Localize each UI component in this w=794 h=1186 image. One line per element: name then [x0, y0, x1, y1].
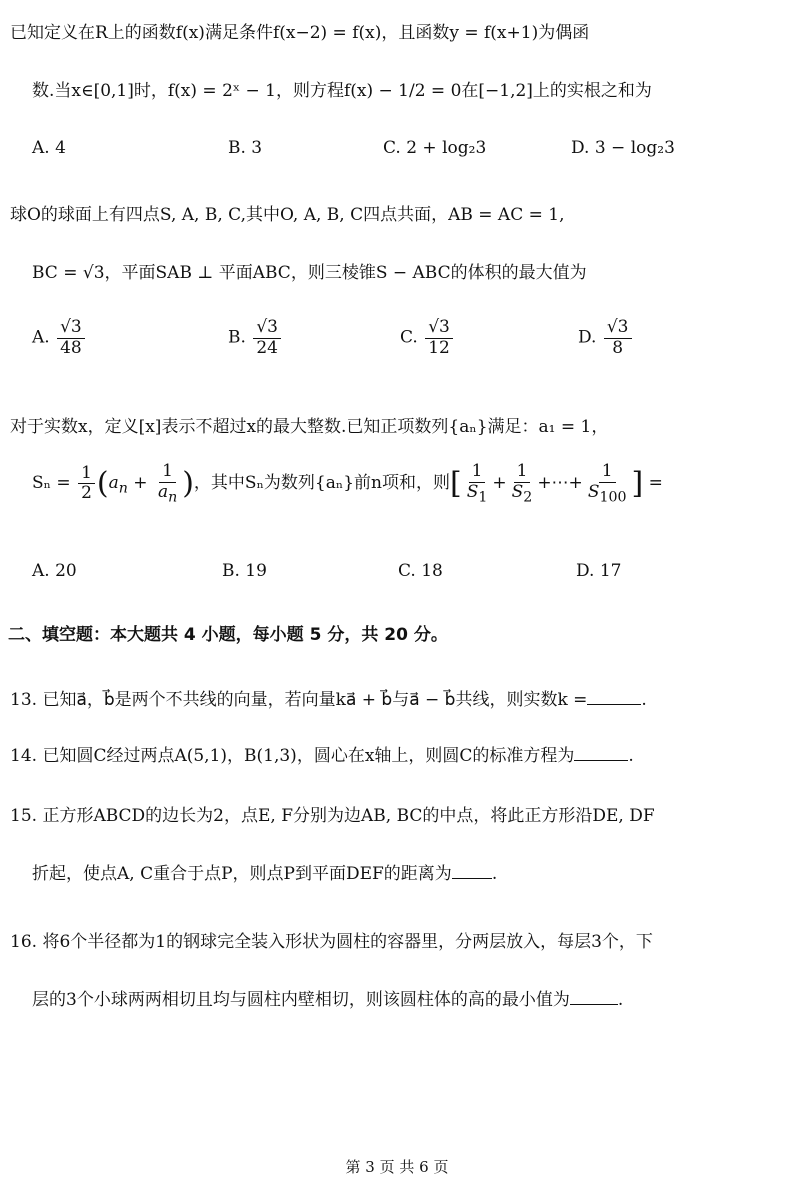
q16-answer-blank	[570, 990, 618, 1005]
q11-option-a-fraction	[57, 318, 85, 358]
q15-line1	[10, 801, 655, 826]
q13-answer-blank	[587, 690, 641, 705]
q12-frac-s1: $\frac{1}{S_1}$	[466, 461, 488, 505]
q15-answer-blank	[452, 864, 492, 879]
q12-text2-mid: ，其中Sₙ为数列{aₙ}前n项和，则	[193, 473, 450, 494]
q11-option-b-den: 24	[256, 337, 278, 358]
q11-text2: BC = √3，平面SAB ⊥ 平面ABC，则三棱锥S − ABC的体积的最大值为	[32, 263, 587, 283]
q11-option-b-fraction	[253, 318, 281, 358]
q14-line: 14. 已知圆C经过两点A(5,1)，B(1,3)，圆心在x轴上，则圆C的标准方程为 .	[10, 746, 634, 766]
q10-option-d: D. 3 − log₂3	[571, 138, 675, 158]
q12-option-d: D. 17	[576, 561, 622, 581]
q11-option-c-letter: C.	[400, 327, 418, 348]
q11-option-a	[32, 318, 87, 358]
q10-text1: 已知定义在R上的函数f(x)满足条件f(x−2) = f(x)，且函数y = f(x+1)为偶函	[10, 23, 590, 43]
q12-paren-left: (	[96, 466, 109, 502]
q13-line: 13. 已知a⃗，b⃗是两个不共线的向量，若向量ka⃗ + b⃗与a⃗ − b⃗共线，则实数k = .	[10, 690, 647, 710]
q11-option-d-den: 8	[612, 337, 624, 358]
q11-option-b-num: √3	[253, 318, 281, 339]
q10-option-a: A. 4	[32, 138, 66, 158]
q15-text1: 15. 正方形ABCD的边长为2，点E, F分别为边AB, BC的中点，将此正方形沿DE, DF	[10, 806, 655, 826]
q11-option-c-num: √3	[425, 318, 453, 339]
q11-option-a-den: 48	[60, 337, 82, 358]
q12-half-fraction: $\frac{1}{2}$	[78, 464, 95, 504]
q14-text: 14. 已知圆C经过两点A(5,1)，B(1,3)，圆心在x轴上，则圆C的标准方程为	[10, 746, 575, 766]
q16-line1	[10, 927, 653, 952]
q14-answer-blank	[574, 746, 628, 761]
q11-option-d-num: √3	[604, 318, 632, 339]
q12-frac-s2: $\frac{1}{S_2}$	[511, 461, 533, 505]
q12-bracket-left: [	[450, 466, 462, 502]
q12-inv-an-fraction: $\frac{1}{a_n}$	[157, 461, 178, 505]
q12-option-b: B. 19	[222, 561, 267, 581]
q16-text1: 16. 将6个半径都为1的钢球完全装入形状为圆柱的容器里，分两层放入，每层3个，下	[10, 932, 653, 952]
q12-paren-right: )	[182, 466, 194, 502]
q11-option-b	[228, 318, 283, 358]
q12-text1: 对于实数x，定义[x]表示不超过x的最大整数.已知正项数列{aₙ}满足：a₁ = 1，	[10, 417, 609, 437]
q11-option-d	[578, 318, 634, 358]
q11-option-c-fraction	[425, 318, 453, 358]
q10-option-b: B. 3	[228, 138, 263, 158]
q10-line1	[10, 18, 589, 43]
q11-option-c	[400, 318, 455, 358]
q15-text2: 折起，使点A, C重合于点P，则点P到平面DEF的距离为	[32, 864, 452, 884]
q15-line2: 折起，使点A, C重合于点P，则点P到平面DEF的距离为 .	[32, 864, 498, 884]
q11-line1	[10, 200, 565, 225]
q12-bracket-right: ]	[631, 466, 644, 502]
q10-text2: 数.当x∈[0,1]时，f(x) = 2ˣ − 1，则方程f(x) − 1/2 = 0在[−1,2]上的实根之和为	[32, 81, 652, 101]
q10-line2	[32, 76, 652, 101]
q12-option-c: C. 18	[398, 561, 443, 581]
q11-option-d-letter: D.	[578, 327, 597, 348]
q11-option-b-letter: B.	[228, 327, 246, 348]
q16-text2: 层的3个小球两两相切且均与圆柱内壁相切，则该圆柱体的高的最小值为	[32, 990, 570, 1010]
q11-option-a-letter: A.	[32, 327, 50, 348]
q11-option-a-num: √3	[57, 318, 85, 339]
q13-text: 13. 已知a⃗，b⃗是两个不共线的向量，若向量ka⃗ + b⃗与a⃗ − b⃗共线，则实数k =	[10, 690, 588, 710]
q10-option-c: C. 2 + log₂3	[383, 138, 487, 158]
page-footer: 第 3 页 共 6 页	[345, 1158, 449, 1176]
q11-line2	[32, 258, 587, 283]
q11-option-d-fraction	[604, 318, 632, 358]
q16-line2: 层的3个小球两两相切且均与圆柱内壁相切，则该圆柱体的高的最小值为 .	[32, 990, 624, 1010]
q12-text2-suffix: =	[643, 473, 663, 494]
section2-heading: 二、填空题：本大题共 4 小题，每小题 5 分，共 20 分。	[8, 625, 448, 645]
q12-option-a: A. 20	[32, 561, 77, 581]
q11-text1: 球O的球面上有四点S, A, B, C,其中O, A, B, C四点共面，AB = AC = 1,	[10, 205, 565, 225]
q12-sn-prefix: Sₙ =	[32, 473, 77, 494]
q12-line2: Sₙ = $\frac{1}{2}$ ($a_n$ + $\frac{1}{a_n}$ )，其中Sₙ为数列{aₙ}前n项和，则[ $\frac{1}{S_1}$ + $\frac{1}{S_2}$ +⋯+ $\frac{1}{S_{100}}$ ] =	[32, 461, 663, 505]
q12-line1	[10, 412, 608, 437]
q12-frac-s100: $\frac{1}{S_{100}}$	[587, 461, 627, 505]
q11-option-c-den: 12	[428, 337, 450, 358]
